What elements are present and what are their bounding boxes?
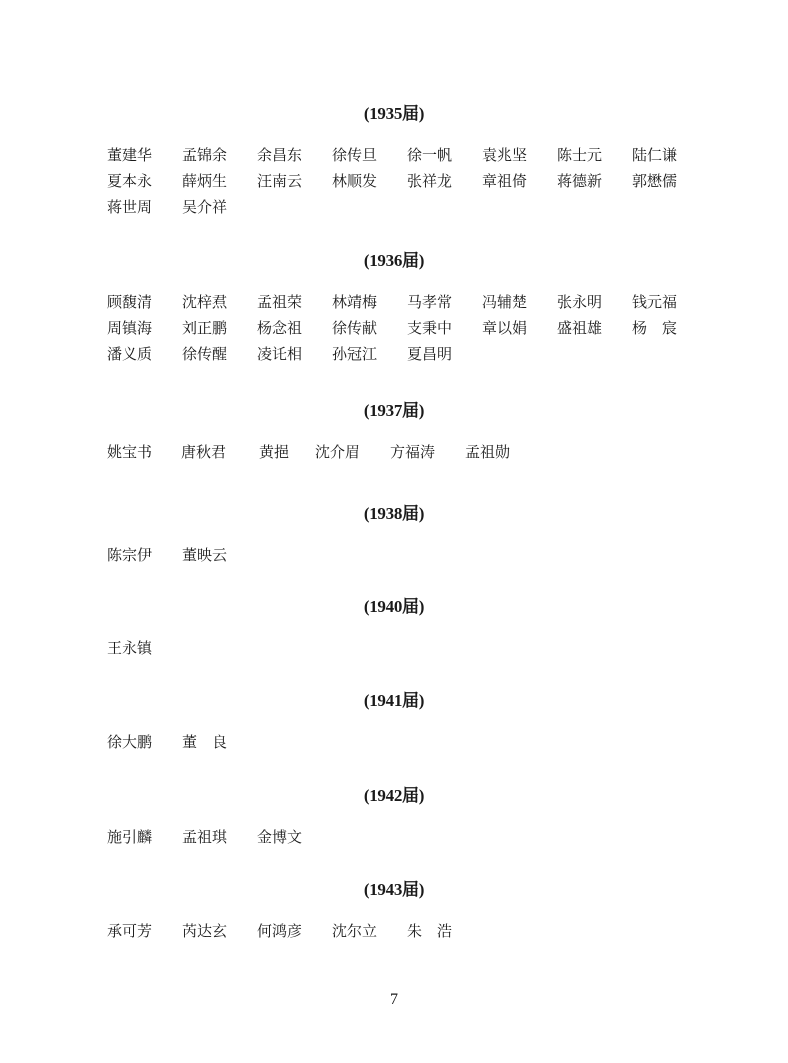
alumni-name: 郭懋儒 (632, 172, 678, 190)
alumni-name: 徐传醒 (182, 345, 228, 363)
alumni-name: 杨 宸 (632, 319, 678, 337)
alumni-name: 凌讬相 (257, 345, 303, 363)
alumni-name: 姚宝书 (107, 443, 153, 461)
alumni-name: 王永镇 (107, 639, 153, 657)
class-year-heading: (1941届) (363, 691, 425, 710)
alumni-name: 钱元福 (632, 293, 678, 311)
class-year-heading: (1937届) (363, 401, 425, 420)
class-year-heading: (1940届) (363, 597, 425, 616)
alumni-name: 袁兆坚 (482, 146, 528, 164)
alumni-name: 汪南云 (257, 172, 303, 190)
alumni-name: 章祖倚 (482, 172, 528, 190)
alumni-name: 支秉中 (407, 319, 453, 337)
alumni-name: 徐传旦 (332, 146, 378, 164)
alumni-name: 承可芳 (107, 922, 153, 940)
alumni-name: 沈梓焄 (182, 293, 228, 311)
alumni-name: 徐一帆 (407, 146, 453, 164)
alumni-name: 冯辅楚 (482, 293, 528, 311)
alumni-name: 周镇海 (107, 319, 153, 337)
alumni-name: 唐秋君 (181, 443, 227, 461)
alumni-name: 芮达玄 (182, 922, 228, 940)
class-year-heading: (1938届) (363, 504, 425, 523)
alumni-name: 孟祖荣 (257, 293, 303, 311)
alumni-name: 方福涛 (390, 443, 436, 461)
alumni-name: 刘正鹏 (182, 319, 228, 337)
alumni-name: 马孝常 (407, 293, 453, 311)
class-year-heading: (1935届) (363, 104, 425, 123)
alumni-name: 孟祖琪 (182, 828, 228, 846)
alumni-name: 徐传献 (332, 319, 378, 337)
alumni-name: 余昌东 (257, 146, 303, 164)
alumni-name: 金博文 (257, 828, 303, 846)
alumni-name: 董建华 (107, 146, 153, 164)
alumni-name: 沈介眉 (315, 443, 361, 461)
alumni-name: 陆仁谦 (632, 146, 678, 164)
alumni-name: 杨念祖 (257, 319, 303, 337)
page-number: 7 (390, 991, 398, 1008)
alumni-name: 蒋德新 (557, 172, 603, 190)
alumni-name: 沈尔立 (332, 922, 378, 940)
alumni-name: 董 良 (182, 733, 228, 751)
alumni-name: 孟祖勋 (465, 443, 511, 461)
alumni-name: 陈士元 (557, 146, 603, 164)
alumni-name: 孟锦余 (182, 146, 228, 164)
alumni-name: 陈宗伊 (107, 546, 153, 564)
class-year-heading: (1943届) (363, 880, 425, 899)
alumni-name: 蒋世周 (107, 198, 153, 216)
alumni-name: 张祥龙 (407, 172, 453, 190)
alumni-name: 林靖梅 (332, 293, 378, 311)
class-year-heading: (1942届) (363, 786, 425, 805)
alumni-name: 朱 浩 (407, 922, 453, 940)
alumni-name: 徐大鹏 (107, 733, 153, 751)
alumni-name: 夏本永 (107, 172, 153, 190)
class-year-heading: (1936届) (363, 251, 425, 270)
alumni-name: 潘义质 (107, 345, 153, 363)
alumni-name: 黄挹 (259, 443, 290, 461)
alumni-name: 吴介祥 (182, 198, 228, 216)
alumni-name: 施引麟 (107, 828, 153, 846)
alumni-name: 盛祖雄 (557, 319, 603, 337)
alumni-name: 何鸿彦 (257, 922, 303, 940)
alumni-name: 董映云 (182, 546, 228, 564)
alumni-name: 张永明 (557, 293, 603, 311)
alumni-name: 林顺发 (332, 172, 378, 190)
alumni-name: 顾馥清 (107, 293, 153, 311)
alumni-name: 孙冠江 (332, 345, 378, 363)
alumni-name: 夏昌明 (407, 345, 453, 363)
alumni-name: 薛炳生 (182, 172, 228, 190)
alumni-name: 章以娟 (482, 319, 528, 337)
